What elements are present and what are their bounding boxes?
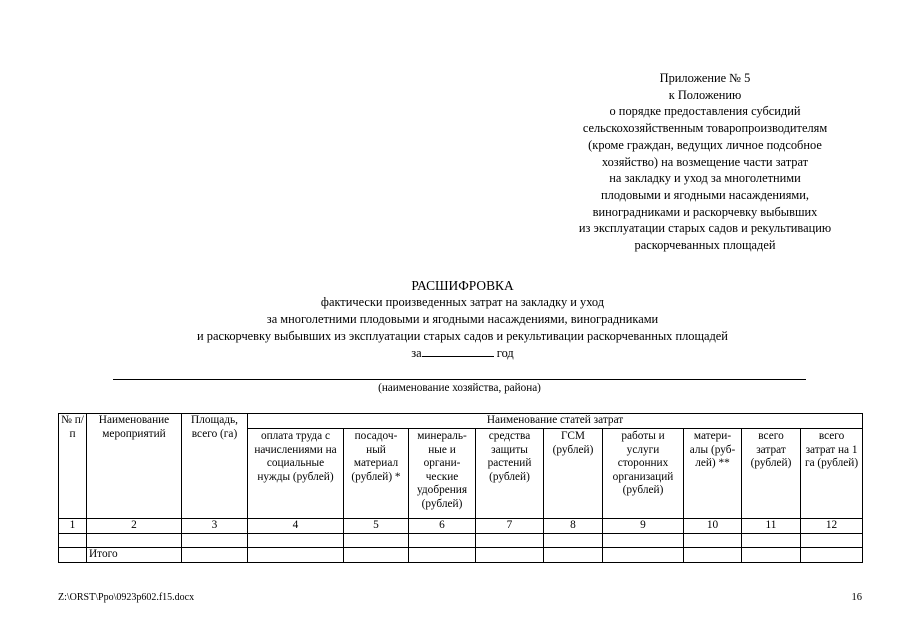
appendix-line: плодовыми и ягодными насаждениями, <box>601 187 809 202</box>
table-cell[interactable] <box>684 548 742 563</box>
cost-breakdown-table <box>58 413 863 563</box>
appendix-line: (кроме граждан, ведущих личное подсобное <box>588 137 822 152</box>
column-number: 6 <box>409 519 476 534</box>
table-cell[interactable] <box>409 534 476 548</box>
column-number: 11 <box>742 519 801 534</box>
title-line: за многолетними плодовыми и ягодными насаждениями, виноградниками <box>266 311 659 326</box>
header-total-costs: всего затрат (рублей) <box>742 429 801 519</box>
year-suffix: год <box>496 346 514 361</box>
table-cell[interactable] <box>742 534 801 548</box>
table-cell[interactable] <box>59 548 87 563</box>
title-line: и раскорчевку выбывших из эксплуатации старых садов и рекультивации раскорчеванных площадей <box>197 328 728 343</box>
table-cell[interactable] <box>344 534 409 548</box>
table-cell[interactable] <box>801 534 863 548</box>
table-cell[interactable] <box>603 534 684 548</box>
footer-page-number: 16 <box>851 592 862 603</box>
table-cell[interactable] <box>182 534 248 548</box>
appendix-line: раскорчеванных площадей <box>634 238 776 253</box>
table-cell[interactable] <box>59 534 87 548</box>
appendix-line: сельскохозяйственным товаропроизводителям <box>582 121 828 136</box>
appendix-block <box>540 70 870 254</box>
header-cost-items-group: Наименование статей затрат <box>248 414 863 429</box>
document-title-block <box>100 277 825 362</box>
column-number: 12 <box>801 519 863 534</box>
appendix-line: Приложение № 5 <box>659 71 751 85</box>
table-cell[interactable] <box>248 534 344 548</box>
appendix-line: на закладку и уход за многолетними <box>609 171 801 186</box>
column-number: 10 <box>684 519 742 534</box>
column-number: 2 <box>87 519 182 534</box>
table-cell[interactable] <box>742 548 801 563</box>
column-number-row <box>59 519 863 534</box>
table-cell[interactable] <box>182 548 248 563</box>
appendix-line: о порядке предоставления субсидий <box>609 104 801 119</box>
header-planting-material: посадоч-ный материал (рублей) * <box>344 429 409 519</box>
header-plant-protection: средства защиты растений (рублей) <box>476 429 544 519</box>
table-cell[interactable] <box>544 548 603 563</box>
column-number: 1 <box>59 519 87 534</box>
farm-caption: (наименование хозяйства, района) <box>378 382 541 394</box>
table-cell[interactable] <box>684 534 742 548</box>
farm-name-blank-line[interactable] <box>113 379 806 380</box>
table-cell[interactable] <box>87 534 182 548</box>
year-line <box>100 344 825 362</box>
column-number: 5 <box>344 519 409 534</box>
table-cell[interactable] <box>603 548 684 563</box>
table-cell[interactable] <box>409 548 476 563</box>
table-cell[interactable] <box>476 548 544 563</box>
table-cell[interactable] <box>344 548 409 563</box>
appendix-line: к Положению <box>668 87 742 102</box>
table-cell[interactable] <box>248 548 344 563</box>
table-header-row <box>59 414 863 429</box>
table-cell[interactable] <box>476 534 544 548</box>
title-line: фактически произведенных затрат на закладку и уход <box>320 295 605 309</box>
table-cell[interactable] <box>801 548 863 563</box>
footer-file-path: Z:\ORST\Ppo\0923p602.f15.docx <box>58 592 195 603</box>
header-materials: матери-алы (руб-лей) ** <box>684 429 742 519</box>
column-number: 7 <box>476 519 544 534</box>
header-area: Площадь, всего (га) <box>182 414 248 519</box>
year-prefix: за <box>411 346 422 361</box>
header-fuel: ГСМ (рублей) <box>544 429 603 519</box>
appendix-line: из эксплуатации старых садов и рекультивацию <box>578 221 832 236</box>
total-label: Итого <box>87 548 182 563</box>
column-number: 4 <box>248 519 344 534</box>
table-cell[interactable] <box>544 534 603 548</box>
header-activity-name: Наименование мероприятий <box>87 414 182 519</box>
header-costs-per-hectare: всего затрат на 1 га (рублей) <box>801 429 863 519</box>
document-heading: РАСШИФРОВКА <box>411 278 514 293</box>
header-number: № п/п <box>59 414 87 519</box>
appendix-line: хозяйство) на возмещение части затрат <box>601 154 809 169</box>
table-row <box>59 534 863 548</box>
column-number: 3 <box>182 519 248 534</box>
total-row <box>59 548 863 563</box>
appendix-line: виноградниками и раскорчевку выбывших <box>592 204 818 219</box>
header-contractor-services: работы и услуги сторонних организаций (рублей) <box>603 429 684 519</box>
column-number: 9 <box>603 519 684 534</box>
year-blank-field[interactable] <box>422 344 494 357</box>
header-labor-cost: оплата труда с начислениями на социальные нужды (рублей) <box>248 429 344 519</box>
column-number: 8 <box>544 519 603 534</box>
header-fertilizers: минераль-ные и органи-ческие удобрения (рублей) <box>409 429 476 519</box>
